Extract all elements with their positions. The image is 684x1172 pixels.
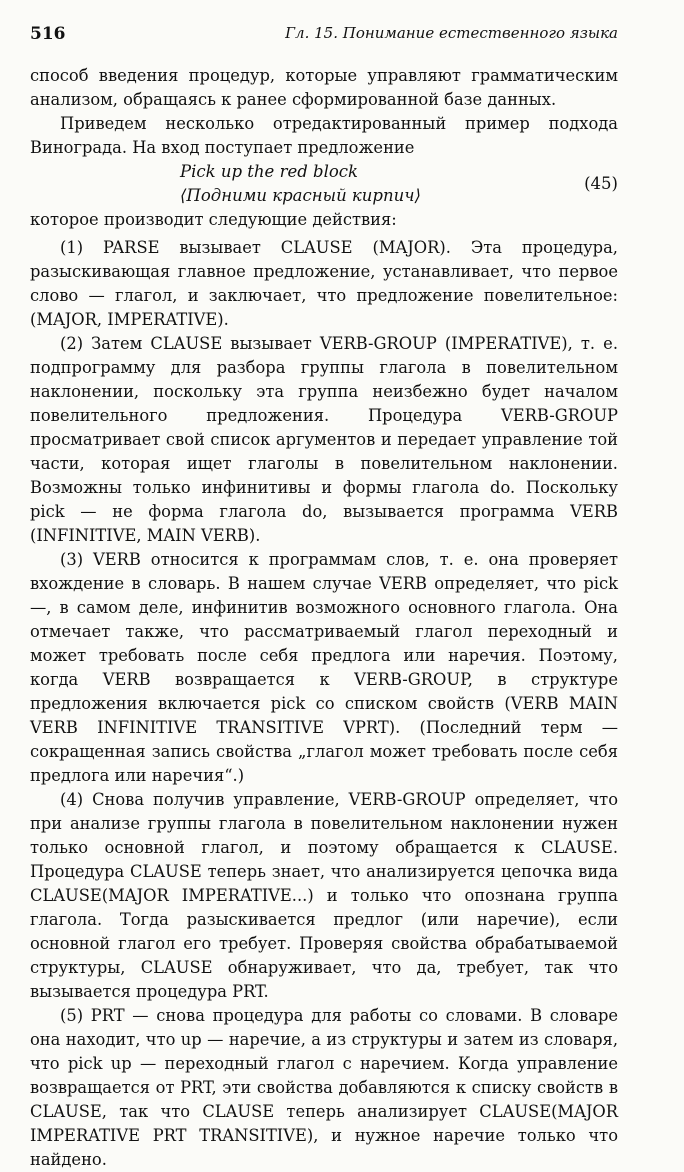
paragraph-continuation: способ введения процедур, которые управляют грамматическим анализом, обращаясь к ранее сформированной базе данных. xyxy=(30,66,618,109)
equation-number: (45) xyxy=(584,174,618,193)
example-english: Pick up the red block xyxy=(180,162,359,181)
page-number: 516 xyxy=(30,24,66,44)
step-2: (2) Затем CLAUSE вызывает VERB-GROUP (IMPERATIVE), т. е. подпрограмму для разбора группы глагола в повелительном наклонении, поскольку эта группа неизбежно будет началом повелительного предложения. Процедура VERB-GROUP просматривает свой список аргументов и передает управление той части, которая ищет глаголы в повелительном наклонении. Возможны только инфинитивы и формы глагола do. Поскольку pick — не форма глагола do, вызывается программа VERB (INFINITIVE, MAIN VERB). xyxy=(30,334,618,545)
page-header xyxy=(30,24,618,48)
running-title: Гл. 15. Понимание естественного языка xyxy=(285,24,618,42)
step-1: (1) PARSE вызывает CLAUSE (MAJOR). Эта процедура, разыскивающая главное предложение, устанавливает, что первое слово — глагол, и заключает, что предложение повелительное: (MAJOR, IMPERATIVE). xyxy=(30,238,618,329)
example-sentence xyxy=(30,160,618,208)
page-body xyxy=(30,64,618,1172)
step-4: (4) Снова получив управление, VERB-GROUP определяет, что при анализе группы глагола в повелительном наклонении нужен только основной глагол, и поэтому обращается к CLAUSE. Процедура CLAUSE теперь знает, что анализируется цепочка вида CLAUSE(MAJOR IMPERATIVE...) и только что опознана группа глагола. Тогда разыскивается предлог (или наречие), если основной глагол его требует. Проверяя свойства обрабатываемой структуры, CLAUSE обнаруживает, что да, требует, так что вызывается процедура PRT. xyxy=(30,790,618,1001)
example-russian: ⟨Подними красный кирпич⟩ xyxy=(180,186,421,205)
step-3: (3) VERB относится к программам слов, т. е. она проверяет вхождение в словарь. В нашем случае VERB определяет, что pick—, в самом деле, инфинитив возможного основного глагола. Она отмечает также, что рассматриваемый глагол переходный и может требовать после себя предлога или наречия. Поэтому, когда VERB возвращается к VERB-GROUP, в структуре предложения включается pick со списком свойств (VERB MAIN VERB INFINITIVE TRANSITIVE VPRT). (Последний терм — сокращенная запись свойства „глагол может требовать после себя предлога или наречия“.) xyxy=(30,550,618,785)
paragraph-intro: Приведем несколько отредактированный пример подхода Винограда. На вход поступает предложение xyxy=(30,114,618,157)
paragraph-actions-intro: которое производит следующие действия: xyxy=(30,210,397,229)
step-5: (5) PRT — снова процедура для работы со словами. В словаре она находит, что up — наречие, а из структуры и затем из словаря, что pick up — переходный глагол с наречием. Когда управление возвращается от PRT, эти свойства добавляются к списку свойств в CLAUSE, так что CLAUSE теперь анализирует CLAUSE(MAJOR IMPERATIVE PRT TRANSITIVE), и нужное наречие только что найдено. xyxy=(30,1006,618,1169)
